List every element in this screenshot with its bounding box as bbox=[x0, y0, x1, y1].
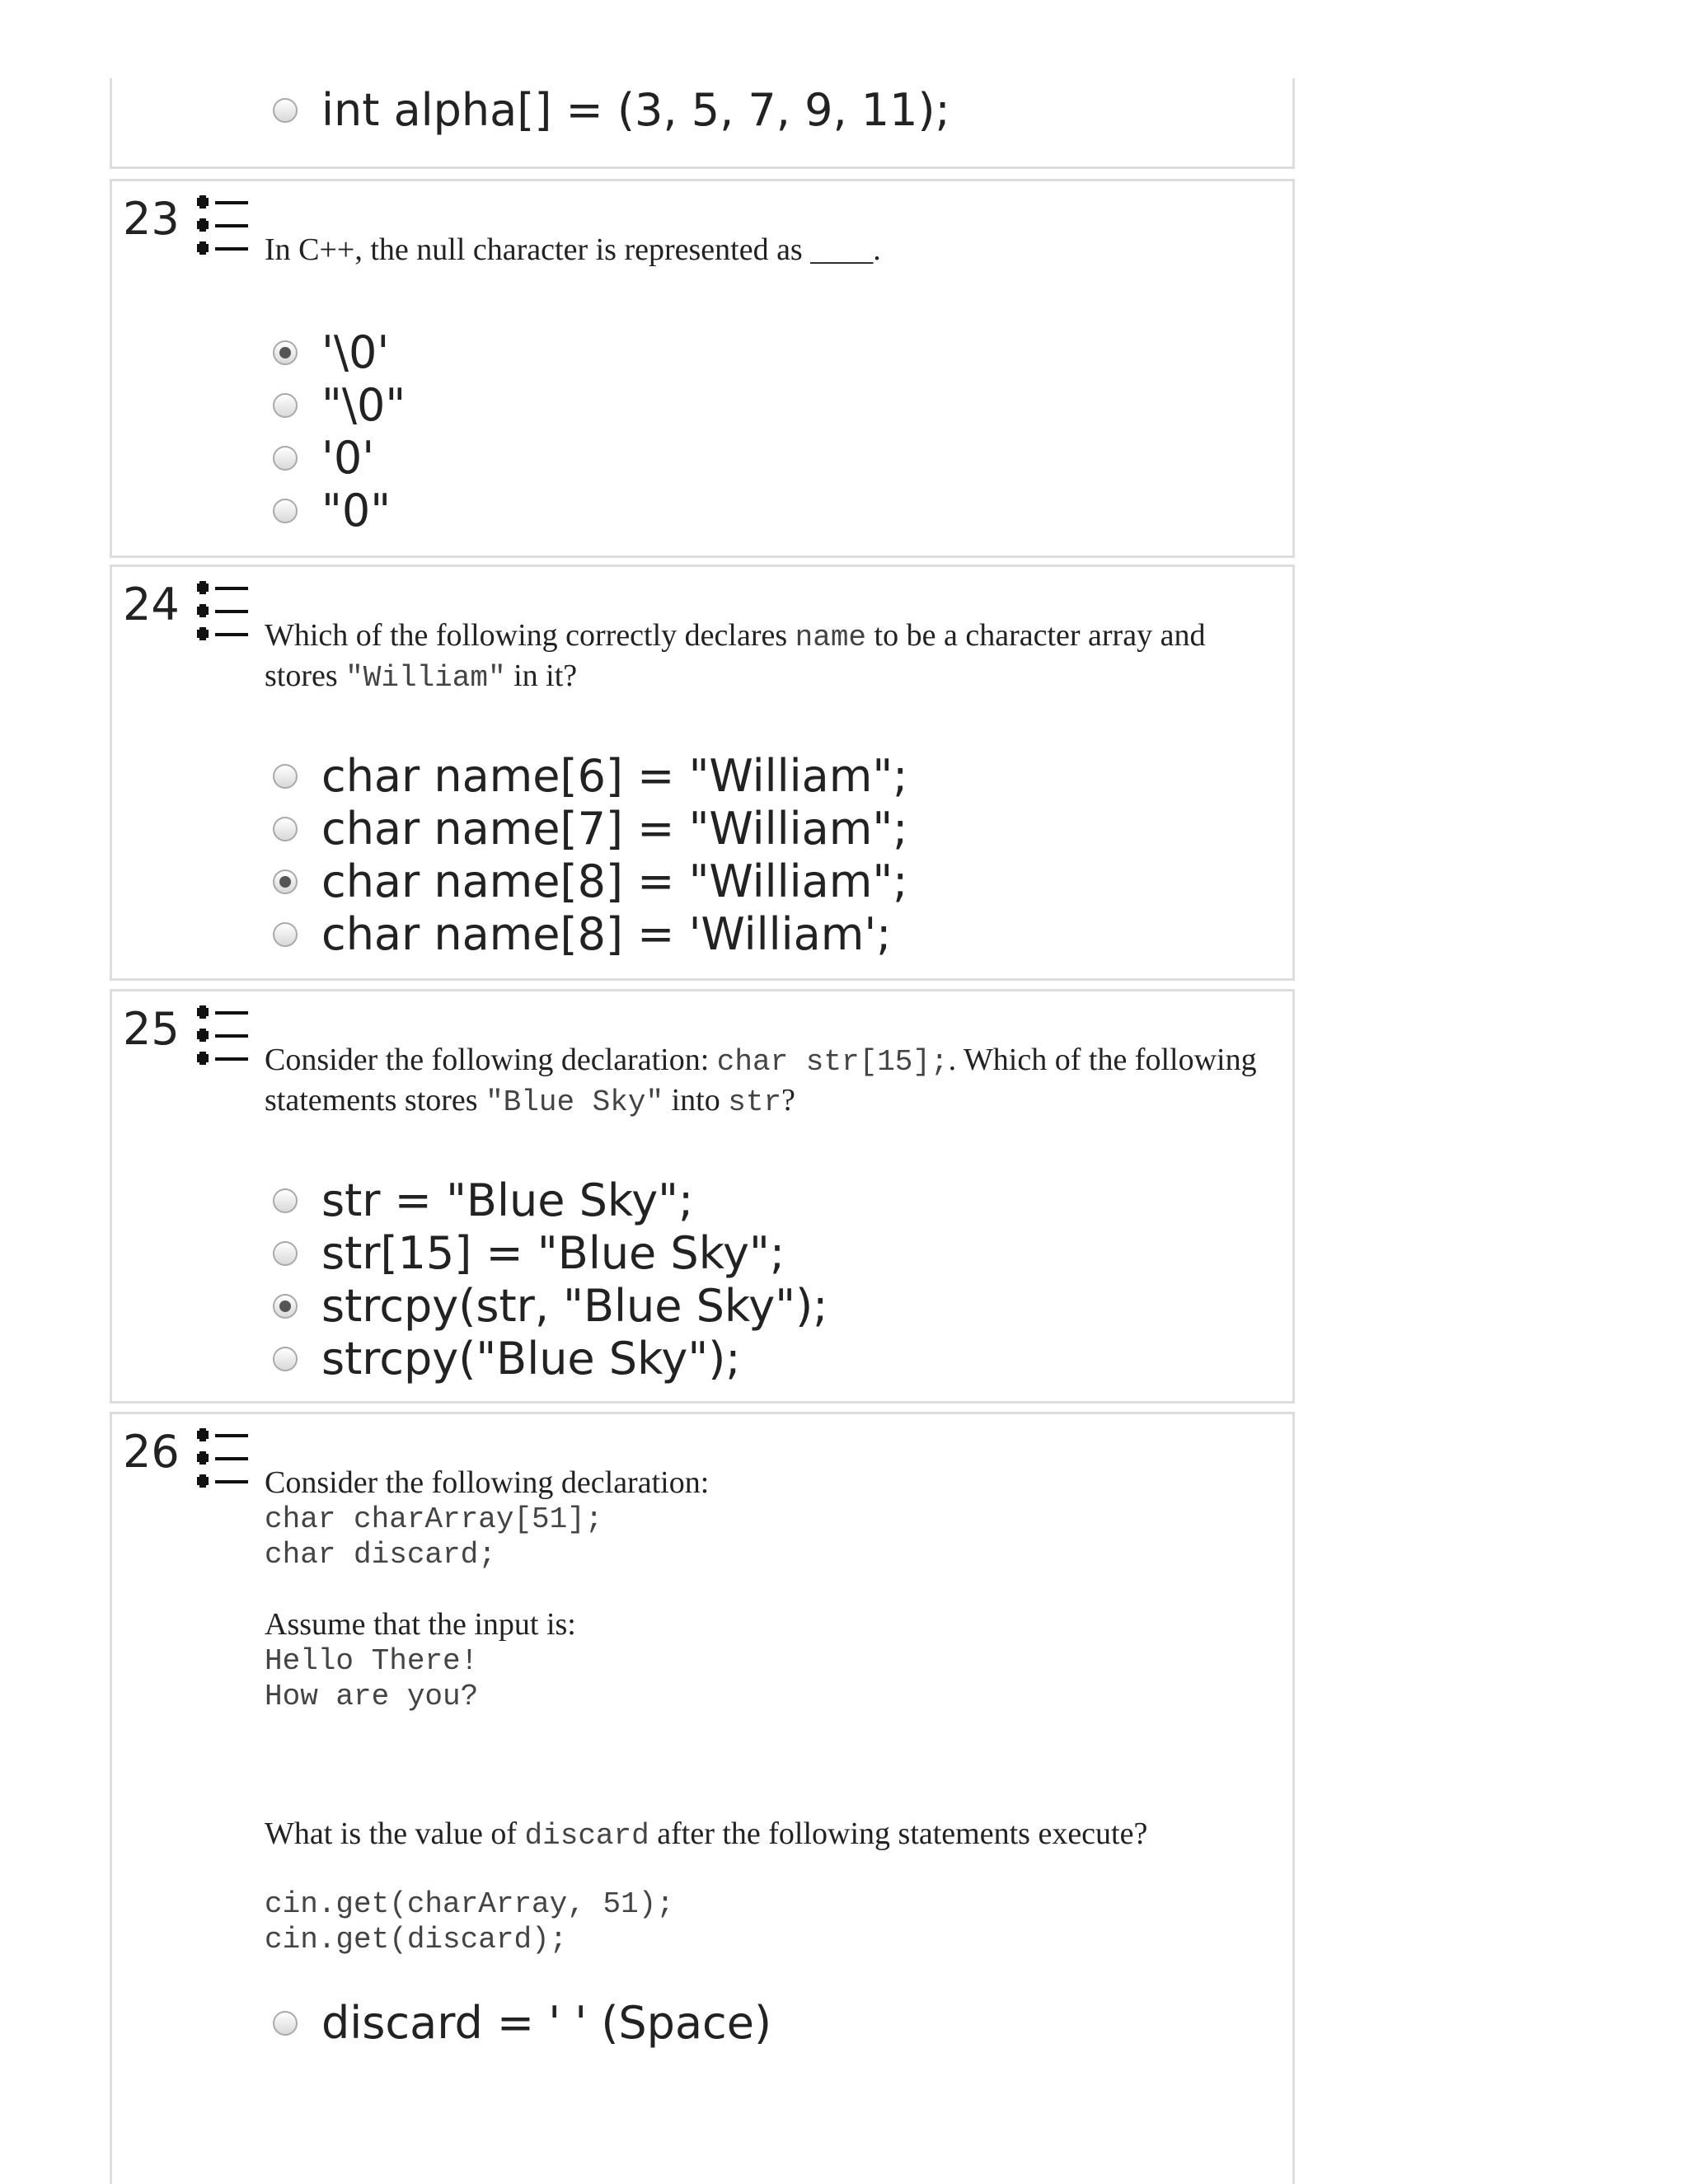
question-card-23 bbox=[110, 179, 1295, 558]
input-intro: Assume that the input is: bbox=[265, 1607, 576, 1642]
question-prompt bbox=[265, 1041, 1270, 1122]
question-prompt bbox=[265, 1464, 1270, 1957]
answer-option[interactable] bbox=[273, 908, 907, 961]
option-label: char name[6] = "William"; bbox=[321, 750, 908, 802]
input-code: Hello There! How are you? bbox=[265, 1644, 479, 1713]
answer-option[interactable] bbox=[273, 1997, 771, 2050]
prompt-text: Consider the following declaration: char str[15];. Which of the following statements stores "Blue Sky" into str? bbox=[265, 1043, 1257, 1119]
answer-option[interactable] bbox=[273, 1227, 828, 1280]
option-label: char name[8] = "William"; bbox=[321, 855, 908, 907]
option-label: str = "Blue Sky"; bbox=[321, 1174, 694, 1226]
radio-button-selected[interactable] bbox=[273, 1294, 298, 1319]
question-number: 26 bbox=[123, 1426, 180, 1478]
radio-button-selected[interactable] bbox=[273, 340, 298, 365]
answer-options bbox=[273, 84, 950, 137]
option-label: char name[7] = "William"; bbox=[321, 803, 908, 855]
question-list-icon[interactable] bbox=[195, 580, 251, 644]
answer-option[interactable] bbox=[273, 485, 406, 537]
option-label: int alpha[] = (3, 5, 7, 9, 11); bbox=[321, 84, 950, 136]
question-text: What is the value of discard after the following statements execute? bbox=[265, 1816, 1148, 1853]
question-list-icon[interactable] bbox=[195, 1427, 251, 1492]
answer-option[interactable] bbox=[273, 1333, 828, 1385]
question-card-22 bbox=[110, 78, 1295, 169]
radio-button[interactable] bbox=[273, 817, 298, 841]
answer-option[interactable] bbox=[273, 855, 907, 908]
radio-button-selected[interactable] bbox=[273, 869, 298, 894]
question-card-24 bbox=[110, 565, 1295, 981]
question-number: 25 bbox=[123, 1003, 180, 1055]
prompt-text: Which of the following correctly declares name to be a character array and stores "William" in it? bbox=[265, 618, 1206, 695]
question-number: 24 bbox=[123, 579, 180, 630]
prompt-text: In C++, the null character is represented as ____. bbox=[265, 232, 881, 267]
option-label: '0' bbox=[321, 432, 375, 484]
option-label: str[15] = "Blue Sky"; bbox=[321, 1227, 785, 1279]
answer-options bbox=[273, 750, 907, 961]
answer-option[interactable] bbox=[273, 432, 406, 485]
radio-button[interactable] bbox=[273, 1241, 298, 1266]
radio-button[interactable] bbox=[273, 98, 298, 123]
answer-option[interactable] bbox=[273, 1280, 828, 1333]
question-list-icon[interactable] bbox=[195, 194, 251, 259]
answer-option[interactable] bbox=[273, 379, 406, 432]
option-label: "0" bbox=[321, 485, 392, 537]
option-label: '\0' bbox=[321, 326, 390, 378]
question-prompt bbox=[265, 616, 1270, 697]
radio-button[interactable] bbox=[273, 1347, 298, 1371]
statements-code: cin.get(charArray, 51); cin.get(discard); bbox=[265, 1887, 674, 1957]
radio-button[interactable] bbox=[273, 1188, 298, 1213]
answer-option[interactable] bbox=[273, 803, 907, 855]
prompt-intro: Consider the following declaration: bbox=[265, 1465, 710, 1500]
answer-options bbox=[273, 1997, 771, 2050]
question-list-icon[interactable] bbox=[195, 1005, 251, 1069]
option-label: char name[8] = 'William'; bbox=[321, 908, 892, 960]
question-number: 23 bbox=[123, 193, 180, 245]
answer-option[interactable] bbox=[273, 1174, 828, 1227]
question-card-26 bbox=[110, 1412, 1295, 2184]
question-card-25 bbox=[110, 989, 1295, 1404]
radio-button[interactable] bbox=[273, 922, 298, 947]
option-label: strcpy("Blue Sky"); bbox=[321, 1333, 741, 1385]
declaration-code: char charArray[51]; char discard; bbox=[265, 1502, 603, 1572]
option-label: strcpy(str, "Blue Sky"); bbox=[321, 1280, 828, 1332]
answer-option[interactable] bbox=[273, 326, 406, 379]
answer-option[interactable] bbox=[273, 84, 950, 137]
radio-button[interactable] bbox=[273, 499, 298, 523]
answer-option[interactable] bbox=[273, 750, 907, 803]
option-label: discard = ' ' (Space) bbox=[321, 1997, 772, 2049]
answer-options bbox=[273, 326, 406, 537]
radio-button[interactable] bbox=[273, 393, 298, 418]
question-prompt bbox=[265, 231, 1270, 269]
option-label: "\0" bbox=[321, 379, 406, 431]
radio-button[interactable] bbox=[273, 2011, 298, 2036]
answer-options bbox=[273, 1174, 828, 1385]
radio-button[interactable] bbox=[273, 764, 298, 789]
radio-button[interactable] bbox=[273, 446, 298, 471]
